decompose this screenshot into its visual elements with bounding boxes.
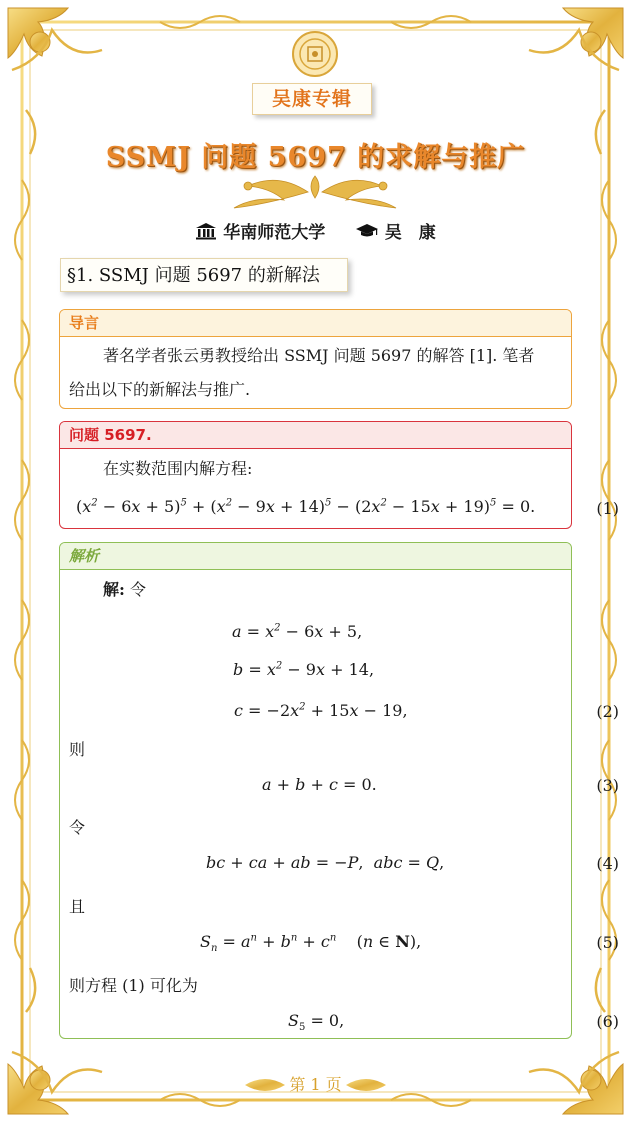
equation-4-number: (4) (596, 854, 619, 873)
title-ornament-icon (228, 170, 403, 212)
graduation-cap-icon (355, 223, 379, 244)
equation-b: $b = x^2 - 9x + 14$, (233, 660, 375, 679)
section-heading: §1. SSMJ 问题 5697 的新解法 (60, 258, 348, 292)
university-emblem-icon (291, 30, 339, 78)
equation-5-number: (5) (596, 933, 619, 952)
equation-1-number: (1) (596, 499, 619, 518)
and-word: 且 (69, 897, 86, 916)
affiliation: 华南师范大学 (223, 223, 326, 243)
equation-1: $(x^2 - 6x + 5)^5 + (x^2 - 9x + 14)^5 - (2x^2 - 15x + 19)^5 = 0$. (76, 497, 536, 516)
equation-6-number: (6) (596, 1012, 619, 1031)
intro-box-title: 导言 (60, 310, 571, 337)
equation-3: a + b + c = 0. (262, 775, 377, 794)
equation-3-number: (3) (596, 776, 619, 795)
intro-text-line2: 给出以下的新解法与推广. (69, 380, 251, 399)
university-building-icon (195, 222, 217, 245)
equation-c: $c = -2x^2 + 15x - 19$, (234, 701, 408, 720)
solve-label: 解: (103, 580, 125, 599)
author-name: 吴 康 (384, 223, 436, 243)
let-word-2: 令 (69, 818, 86, 837)
then-word: 则 (69, 740, 86, 759)
page-number: 第 1 页 (289, 1075, 342, 1094)
problem-box-title: 问题 5697. (60, 422, 571, 449)
equation-4: bc + ca + ab = −P, abc = Q, (206, 853, 445, 872)
problem-prompt: 在实数范围内解方程: (103, 459, 253, 478)
equation-a: $a = x^2 - 6x + 5$, (232, 622, 363, 641)
column-tag: 吴康专辑 (252, 83, 372, 115)
solve-intro (103, 573, 146, 607)
equation-6: $S_5 = 0$, (288, 1011, 345, 1034)
solution-box-title: 解析 (60, 543, 571, 570)
convert-text: 则方程 (1) 可化为 (69, 976, 198, 995)
equation-5: $S_n = a^n + b^n + c^n$ (n ∈ N), (200, 932, 422, 955)
let-word: 令 (130, 580, 147, 599)
page-title: SSMJ 问题 5697 的求解与推广 (105, 142, 526, 173)
author-line (0, 218, 631, 245)
equation-2-number: (2) (596, 702, 619, 721)
intro-text-line1: 著名学者张云勇教授给出 SSMJ 问题 5697 的解答 [1]. 笔者 (103, 346, 535, 365)
